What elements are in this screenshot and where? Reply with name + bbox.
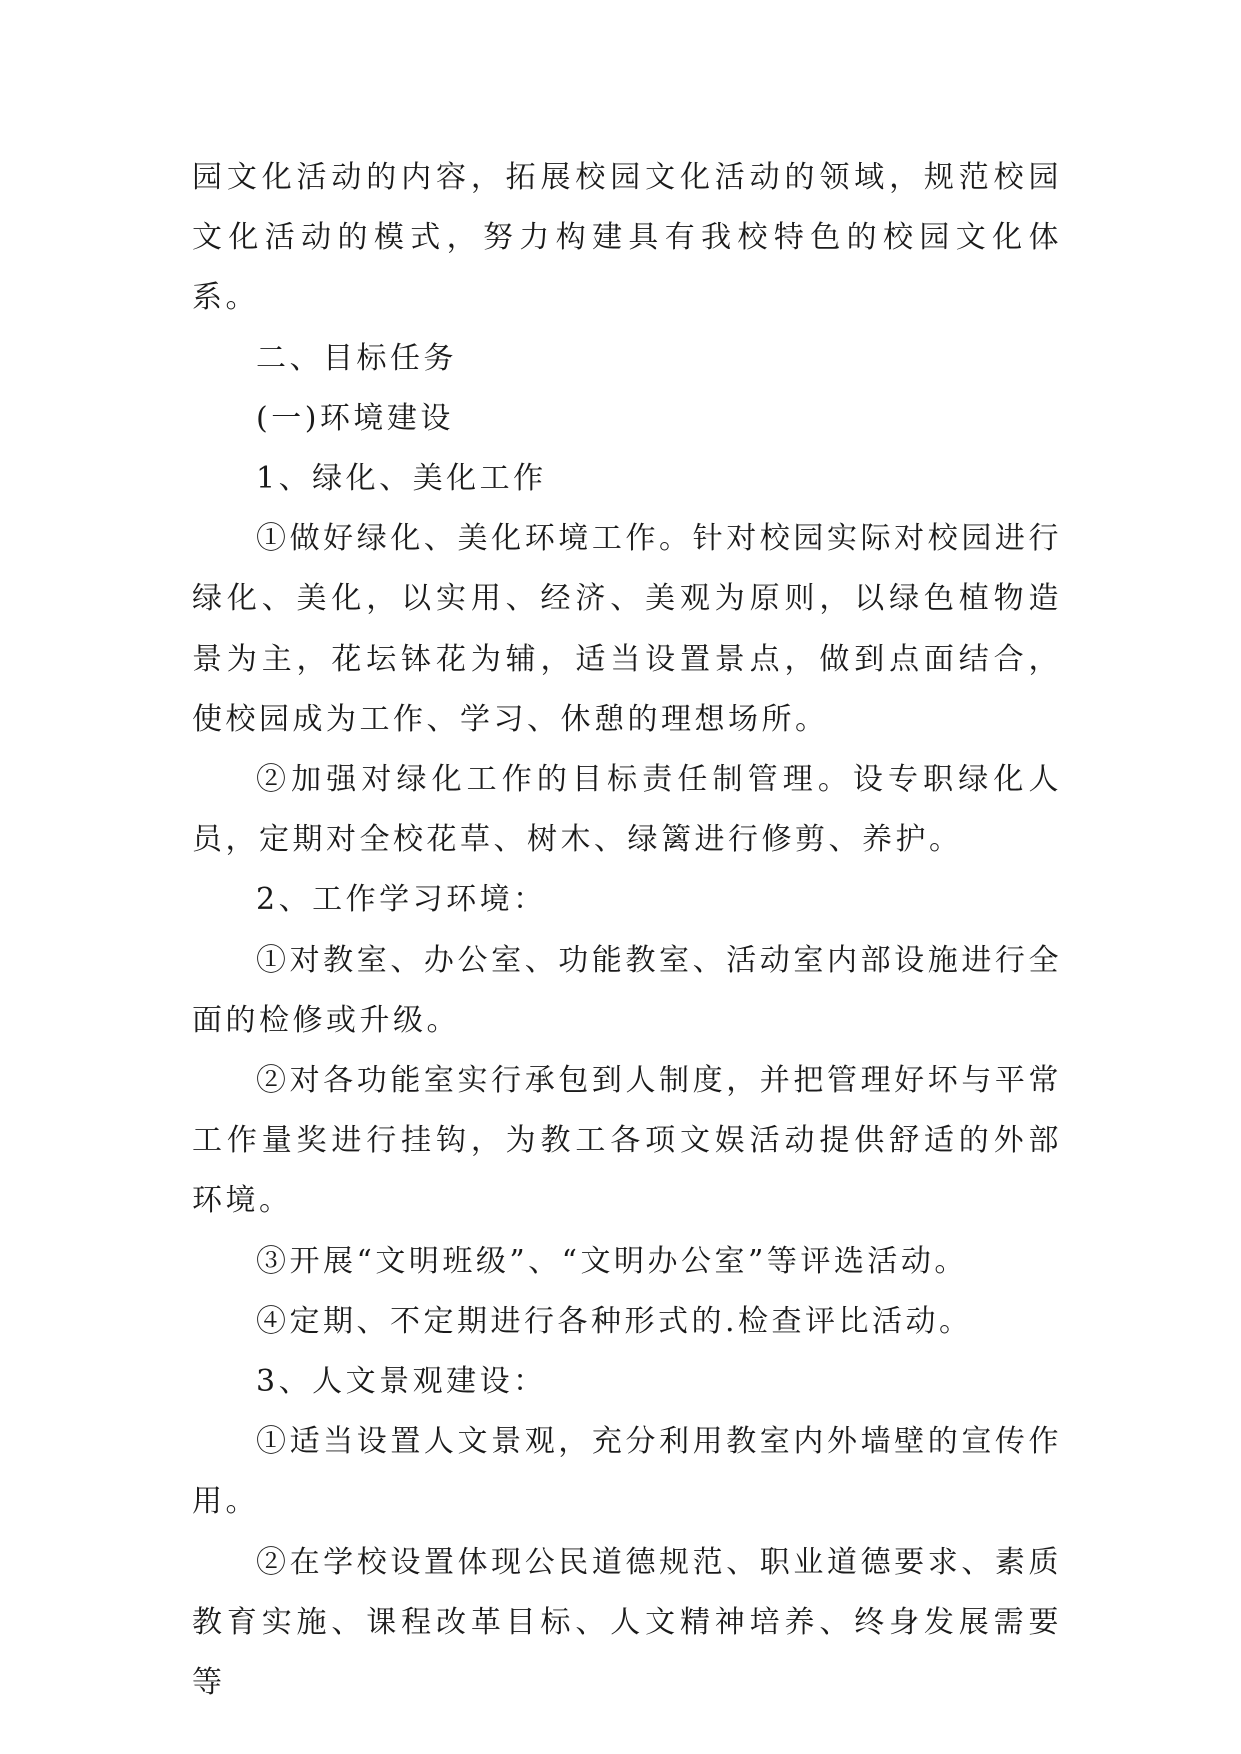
item-heading-3: 3、人文景观建设： [256, 1364, 547, 1400]
section-heading: 二、目标任务 [256, 340, 457, 376]
paragraph-item-1-1: ①做好绿化、美化环境工作。针对校园实际对校园进行绿化、美化，以实用、经济、美观为原则，以绿色植物造景为主，花坛钵花为辅，适当设置景点，做到点面结合，使校园成为工作、学习、休憩的理想场所。 [192, 521, 1062, 737]
paragraph-item-3-2: ②在学校设置体现公民道德规范、职业道德要求、素质教育实施、课程改革目标、人文精神培养、终身发展需要等 [192, 1544, 1062, 1701]
item-heading-1: 1、绿化、美化工作 [256, 461, 547, 497]
paragraph-item-3-1: ①适当设置人文景观，充分利用教室内外墙壁的宣传作用。 [192, 1424, 1062, 1520]
paragraph-item-2-4: ④定期、不定期进行各种形式的.检查评比活动。 [256, 1303, 973, 1339]
document-body [192, 148, 1062, 1713]
paragraph-item-1-2: ②加强对绿化工作的目标责任制管理。设专职绿化人员，定期对全校花草、树木、绿篱进行修剪、养护。 [192, 762, 1062, 858]
paragraph-item-2-3: ③开展“文明班级”、“文明办公室”等评选活动。 [256, 1243, 968, 1279]
subsection-heading: (一)环境建设 [256, 400, 454, 436]
paragraph-1: 园文化活动的内容，拓展校园文化活动的领域，规范校园文化活动的模式，努力构建具有我校特色的校园文化体系。 [192, 160, 1062, 316]
paragraph-item-2-1: ①对教室、办公室、功能教室、活动室内部设施进行全面的检修或升级。 [192, 942, 1062, 1038]
item-heading-2: 2、工作学习环境： [256, 882, 547, 918]
paragraph-item-2-2: ②对各功能室实行承包到人制度，并把管理好坏与平常工作量奖进行挂钩，为教工各项文娱活动提供舒适的外部环境。 [192, 1063, 1062, 1219]
